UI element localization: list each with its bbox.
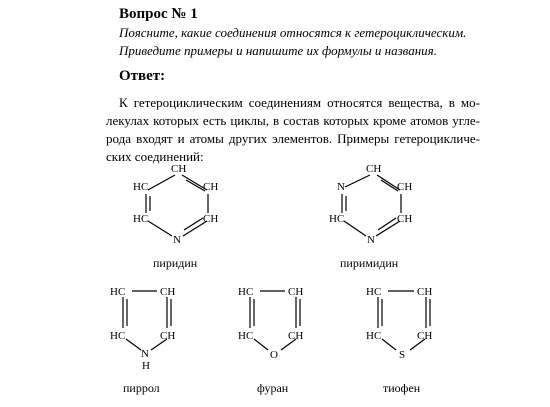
pyridine-atom-ch-lower-right: CH: [203, 213, 219, 225]
thiophene-bond: [382, 339, 396, 350]
furan-name: фуран: [257, 381, 289, 395]
pyrrole-atom-n: N: [141, 348, 149, 360]
pyrrole-bond: [126, 339, 141, 350]
pyridine-bond: [148, 175, 175, 190]
pyrimidine-atom-ch-lower-right: CH: [397, 213, 413, 225]
pyridine-atom-ch-top: CH: [171, 163, 187, 175]
furan-atom-o: O: [270, 349, 278, 361]
furan-atom-hc-top-left: HC: [238, 286, 254, 298]
pyrimidine-name: пиримидин: [340, 256, 399, 270]
thiophene-structure: [366, 286, 432, 395]
thiophene-atom-hc-top-left: HC: [366, 286, 382, 298]
pyridine-bond: [184, 218, 203, 230]
thiophene-atom-hc-bottom-left: HC: [366, 330, 382, 342]
answer-line-3: рода входят и атомы других элементов. Примеры гетероцикличе-: [106, 131, 480, 146]
question-title: Вопрос № 1: [119, 6, 198, 22]
thiophene-name: тиофен: [383, 381, 421, 395]
furan-atom-ch-bottom-right: CH: [288, 330, 304, 342]
pyridine-bond: [148, 221, 172, 236]
furan-bond: [254, 339, 268, 350]
pyridine-name: пиридин: [153, 256, 198, 270]
pyrimidine-atom-ch-top: CH: [366, 163, 382, 175]
pyrrole-name: пиррол: [123, 381, 160, 395]
thiophene-atom-s: S: [399, 349, 406, 361]
pyrrole-atom-hc-bottom-left: HC: [110, 330, 126, 342]
pyrimidine-atom-hc-lower-left: HC: [329, 213, 345, 225]
pyridine-atom-hc-upper-left: HC: [133, 181, 149, 193]
thiophene-atom-ch-top-right: CH: [417, 286, 433, 298]
pyrimidine-structure: [329, 163, 412, 270]
furan-atom-hc-bottom-left: HC: [238, 330, 254, 342]
answer-line-1: К гетероциклическим соединениям относятся вещества, в мо-: [119, 95, 480, 110]
pyrimidine-atom-n-upper-left: N: [337, 181, 345, 193]
pyrimidine-bond: [381, 180, 398, 191]
pyrrole-structure: [110, 286, 175, 395]
pyrimidine-bond: [344, 221, 366, 236]
answer-title: Ответ:: [119, 68, 166, 84]
pyrimidine-atom-n-bottom: N: [367, 234, 375, 246]
question-line-1: Поясните, какие соединения относятся к гетероциклическим.: [119, 25, 467, 40]
pyridine-atom-ch-upper-right: CH: [203, 181, 219, 193]
furan-structure: [238, 286, 303, 395]
answer-line-2: лекулах которых есть циклы, в состав которых кроме атомов угле-: [106, 113, 480, 128]
pyridine-atom-n: N: [173, 234, 181, 246]
pyrrole-atom-ch-top-right: CH: [160, 286, 176, 298]
answer-line-4: ских соединений:: [106, 149, 204, 164]
pyrrole-atom-hc-top-left: HC: [110, 286, 126, 298]
pyridine-structure: [133, 163, 218, 270]
pyrimidine-bond: [345, 175, 370, 187]
pyrrole-atom-ch-bottom-right: CH: [160, 330, 176, 342]
pyrrole-atom-h: H: [142, 360, 150, 372]
thiophene-atom-ch-bottom-right: CH: [417, 330, 433, 342]
furan-atom-ch-top-right: CH: [288, 286, 304, 298]
pyrimidine-bond: [378, 218, 396, 230]
pyridine-atom-hc-lower-left: HC: [133, 213, 149, 225]
question-line-2: Приведите примеры и напишите их формулы и названия.: [119, 43, 437, 58]
pyrimidine-atom-ch-upper-right: CH: [397, 181, 413, 193]
